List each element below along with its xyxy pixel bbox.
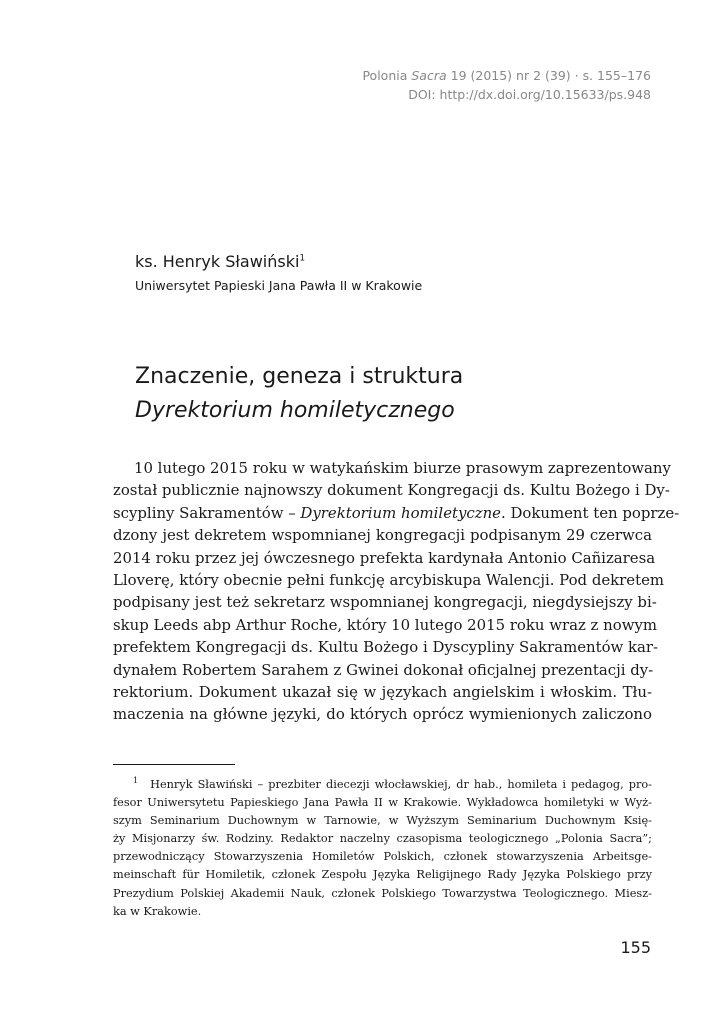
footnote-mark: 1 bbox=[133, 776, 139, 786]
footnote-line: ka w Krakowie. bbox=[113, 904, 202, 918]
body-line: 10 lutego 2015 roku w watykańskim biurze prasowym zaprezentowany bbox=[134, 459, 671, 477]
footnote-line bbox=[113, 776, 652, 794]
body-line: maczenia na główne języki, do których oprócz wymienionych zaliczono bbox=[113, 705, 652, 724]
title-line-1: Znaczenie, geneza i struktura bbox=[135, 364, 464, 389]
footnote-line: meinschaft für Homiletik, członek Zespołu Języka Religijnego Rady Języka Polskiego przy bbox=[113, 868, 652, 882]
footnote-line: ży Misjonarzy św. Rodziny. Redaktor naczelny czasopisma teologicznego „Polonia Sacra”; bbox=[113, 832, 652, 846]
footnote-line-text: Henryk Sławiński – prezbiter diecezji włocławskiej, dr hab., homileta i pedagog, pro- bbox=[150, 778, 652, 791]
author-name-line bbox=[135, 252, 422, 272]
journal-citation-prefix: Polonia bbox=[362, 68, 412, 83]
body-line: został publicznie najnowszy dokument Kongregacji ds. Kultu Bożego i Dy- bbox=[113, 481, 670, 500]
author-name: ks. Henryk Sławiński bbox=[135, 252, 300, 271]
body-line: dynałem Robertem Sarahem z Gwinei dokonał oficjalnej prezentacji dy- bbox=[113, 660, 654, 679]
journal-citation-suffix: 19 (2015) nr 2 (39) · s. 155–176 bbox=[446, 68, 651, 83]
footnote-line: fesor Uniwersytetu Papieskiego Jana Pawła II w Krakowie. Wykładowca homiletyki w Wyż- bbox=[113, 796, 652, 810]
body-paragraph bbox=[113, 457, 680, 726]
body-line: prefektem Kongregacji ds. Kultu Bożego i Dyscypliny Sakramentów kar- bbox=[113, 638, 659, 657]
body-line-part: scypliny Sakramentów – bbox=[113, 503, 301, 522]
footnote-line: Prezydium Polskiej Akademii Nauk, członek Polskiego Towarzystwa Teologicznego. Miesz- bbox=[113, 886, 652, 900]
body-line-part: . Dokument ten poprze- bbox=[501, 503, 680, 522]
footnote-line: przewodniczący Stowarzyszenia Homiletów Polskich, członek stowarzyszenia Arbeitsge- bbox=[113, 850, 652, 864]
running-header bbox=[362, 66, 651, 104]
author-footnote-mark: 1 bbox=[299, 253, 306, 264]
title-line-2: Dyrektorium homiletycznego bbox=[135, 398, 455, 423]
journal-citation bbox=[362, 66, 651, 85]
body-line: rektorium. Dokument ukazał się w językach angielskim i włoskim. Tłu- bbox=[113, 683, 652, 702]
body-line: 2014 roku przez jej ówczesnego prefekta kardynała Antonio Cañizaresa bbox=[113, 548, 656, 567]
footnote-line: szym Seminarium Duchownym w Tarnowie, w Wyższym Seminarium Duchownym Księ- bbox=[113, 814, 652, 828]
doi-line: DOI: http://dx.doi.org/10.15633/ps.948 bbox=[408, 87, 651, 102]
body-line bbox=[113, 502, 680, 524]
body-line: skup Leeds abp Arthur Roche, który 10 lutego 2015 roku wraz z nowym bbox=[113, 615, 657, 634]
footnote bbox=[113, 776, 652, 921]
body-line-italic-title: Dyrektorium homiletyczne bbox=[300, 503, 501, 522]
author-block bbox=[135, 252, 422, 295]
journal-citation-italic: Sacra bbox=[411, 68, 447, 83]
author-affiliation: Uniwersytet Papieski Jana Pawła II w Krakowie bbox=[135, 278, 423, 293]
footnote-divider bbox=[113, 764, 235, 765]
body-line: podpisany jest też sekretarz wspomnianej kongregacji, niegdysiejszy bi- bbox=[113, 593, 657, 612]
article-title bbox=[135, 360, 463, 428]
body-line: Lloverę, który obecnie pełni funkcję arcybiskupa Walencji. Pod dekretem bbox=[113, 571, 665, 590]
page-number: 155 bbox=[620, 938, 651, 957]
body-line: dzony jest dekretem wspomnianej kongregacji podpisanym 29 czerwca bbox=[113, 526, 652, 545]
